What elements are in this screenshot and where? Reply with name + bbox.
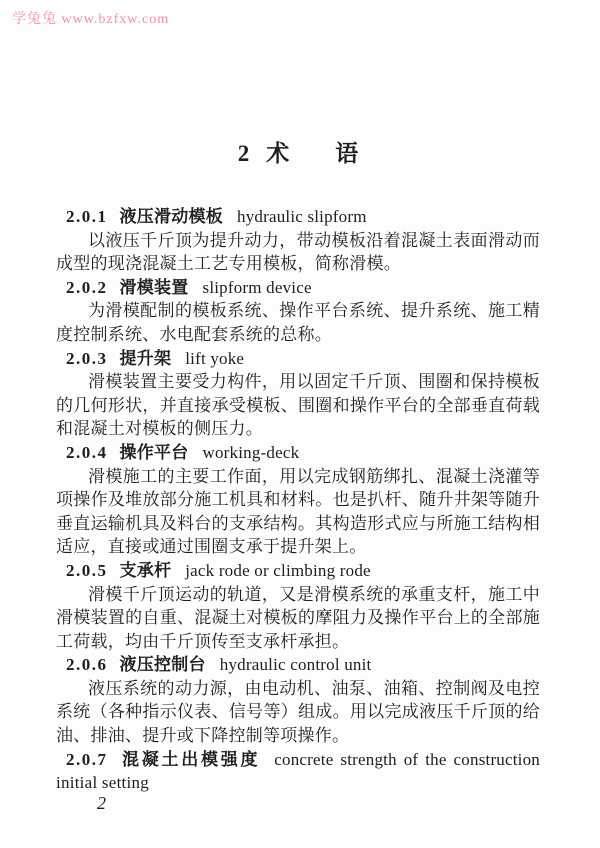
definition-line: 为滑模配制的模板系统、操作平台系统、提升系统、施工精 (88, 301, 540, 321)
definition-line: 和混凝土对模板的侧压力。 (56, 419, 263, 439)
term-number: 2.0.7 (66, 749, 108, 769)
definition-line: 垂直运输机具及料台的支承结构。其构造形式应与所施工结构相 (56, 513, 540, 533)
term-english: hydraulic slipform (237, 207, 367, 226)
term-heading (56, 441, 540, 465)
term-chinese: 滑模装置 (119, 277, 189, 297)
terms-list (56, 205, 540, 795)
term-number: 2.0.3 (66, 348, 108, 368)
definition-line: 滑模千斤顶运动的轨道，又是滑模系统的承重支杆，施工中 (88, 584, 540, 604)
chapter-title (56, 139, 540, 169)
term-english-continuation: initial setting (56, 773, 149, 793)
term-section-2-0-6 (56, 653, 540, 747)
definition-line: 液压系统的动力源，由电动机、油泵、油箱、控制阀及电控 (88, 678, 540, 698)
term-number: 2.0.6 (66, 655, 108, 675)
term-heading (56, 653, 540, 677)
term-number: 2.0.2 (66, 277, 108, 297)
page-number: 2 (97, 793, 106, 813)
term-section-2-0-1 (56, 205, 540, 276)
definition-line: 适应，直接或通过围圈支承于提升架上。 (56, 537, 367, 557)
term-english: jack rode or climbing rode (185, 560, 371, 580)
watermark-text: 学兔兔 www.bzfxw.com (12, 12, 170, 27)
term-heading (56, 205, 540, 229)
term-section-2-0-4 (56, 441, 540, 559)
term-number: 2.0.4 (66, 442, 108, 462)
term-section-2-0-3 (56, 347, 540, 441)
term-section-2-0-7 (56, 748, 540, 795)
term-chinese: 混凝土出模强度 (119, 749, 261, 769)
term-english: concrete strength of the construction (274, 749, 540, 769)
definition-line: 滑模施工的主要工作面，用以完成钢筋绑扎、混凝土浇灌等 (88, 466, 540, 486)
term-english: hydraulic control unit (219, 655, 372, 675)
term-number: 2.0.5 (66, 560, 108, 580)
term-chinese: 液压控制台 (119, 655, 206, 675)
definition-line: 的几何形状，并直接承受模板、围圈和操作平台的全部垂直荷载 (56, 395, 540, 415)
definition-line: 成型的现浇混凝土工艺专用模板，简称滑模。 (56, 254, 401, 274)
definition-line: 工荷载，均由千斤顶传至支承杆承担。 (56, 631, 350, 651)
chapter-title-word: 术 语 (266, 141, 359, 166)
term-section-2-0-5 (56, 559, 540, 653)
term-heading (56, 559, 540, 583)
definition-line: 滑模装置主要受力构件，用以固定千斤顶、围圈和保持模板 (88, 372, 540, 392)
term-chinese: 操作平台 (119, 442, 189, 462)
definition-line: 油、排油、提升或下降控制等项操作。 (56, 726, 350, 746)
definition-line: 滑模装置的自重、混凝土对模板的摩阻力及操作平台上的全部施 (56, 608, 540, 628)
term-chinese: 支承杆 (119, 560, 172, 580)
term-english: lift yoke (185, 348, 245, 368)
term-english: working-deck (202, 442, 300, 462)
definition-line: 项操作及堆放部分施工机具和材料。也是扒杆、随升井架等随升 (56, 490, 540, 510)
term-number: 2.0.1 (66, 207, 108, 226)
term-section-2-0-2 (56, 276, 540, 347)
definition-line: 以液压千斤顶为提升动力，带动模板沿着混凝土表面滑动而 (88, 230, 540, 250)
definition-line: 度控制系统、水电配套系统的总称。 (56, 324, 332, 344)
term-heading (56, 748, 540, 772)
term-chinese: 液压滑动模板 (119, 207, 223, 226)
definition-line: 系统（各种指示仪表、信号等）组成。用以完成液压千斤顶的给 (56, 702, 540, 722)
term-heading (56, 276, 540, 300)
term-heading (56, 347, 540, 371)
term-english: slipform device (202, 277, 312, 297)
chapter-number: 2 (237, 141, 250, 166)
term-chinese: 提升架 (119, 348, 172, 368)
